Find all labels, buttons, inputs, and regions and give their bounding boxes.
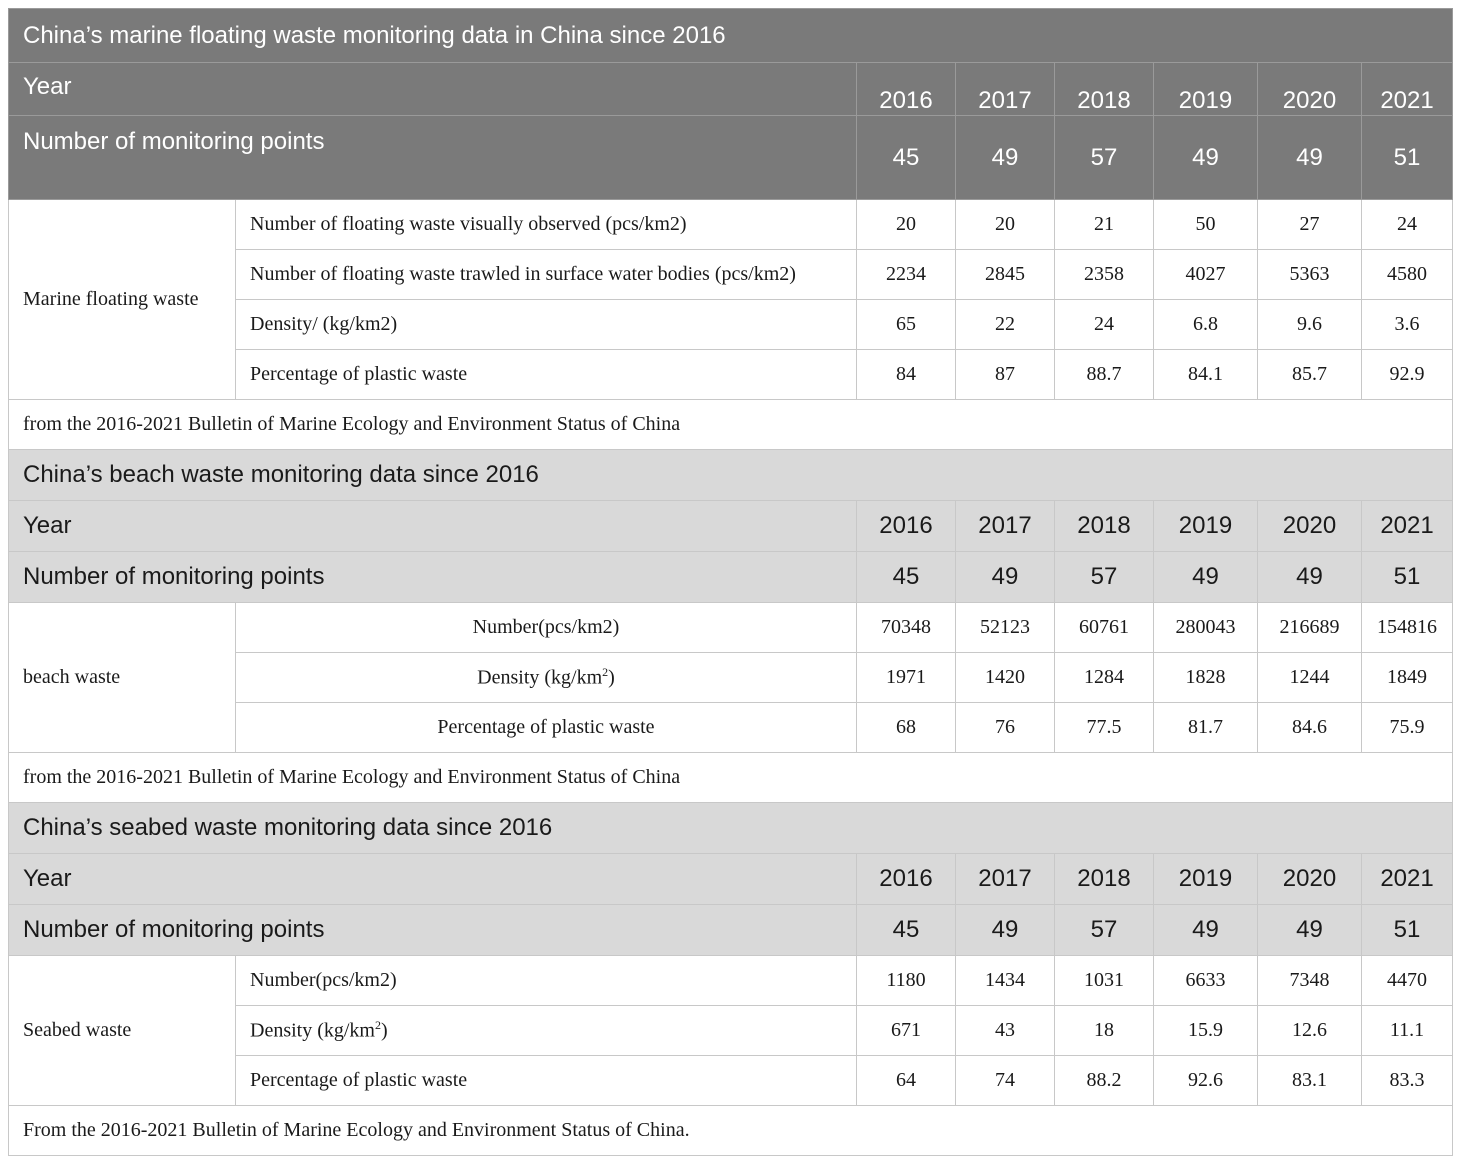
row-label: Number(pcs/km2) bbox=[236, 603, 857, 653]
value-cell: 4027 bbox=[1154, 250, 1258, 300]
year-cell: 2020 bbox=[1258, 63, 1362, 116]
year-cell: 2017 bbox=[956, 63, 1055, 116]
section-title: China’s beach waste monitoring data since 2016 bbox=[9, 450, 1453, 501]
value-cell: 12.6 bbox=[1258, 1006, 1362, 1056]
points-cell: 49 bbox=[1258, 905, 1362, 956]
monitoring-points-label: Number of monitoring points bbox=[9, 552, 857, 603]
points-cell: 49 bbox=[1154, 552, 1258, 603]
value-cell: 1284 bbox=[1055, 653, 1154, 703]
source-note: From the 2016-2021 Bulletin of Marine Ecology and Environment Status of China. bbox=[9, 1106, 1453, 1156]
value-cell: 1180 bbox=[857, 956, 956, 1006]
year-cell: 2021 bbox=[1362, 501, 1453, 552]
points-cell: 45 bbox=[857, 905, 956, 956]
points-cell: 45 bbox=[857, 116, 956, 200]
points-cell: 57 bbox=[1055, 905, 1154, 956]
row-label-text: Density (kg/km bbox=[477, 666, 603, 689]
year-label: Year bbox=[9, 854, 857, 905]
value-cell: 92.9 bbox=[1362, 350, 1453, 400]
value-cell: 43 bbox=[956, 1006, 1055, 1056]
monitoring-points-label: Number of monitoring points bbox=[9, 905, 857, 956]
row-label-tail: ) bbox=[608, 666, 615, 689]
value-cell: 88.2 bbox=[1055, 1056, 1154, 1106]
value-cell: 2845 bbox=[956, 250, 1055, 300]
value-cell: 83.1 bbox=[1258, 1056, 1362, 1106]
points-cell: 49 bbox=[1154, 905, 1258, 956]
value-cell: 75.9 bbox=[1362, 703, 1453, 753]
value-cell: 68 bbox=[857, 703, 956, 753]
value-cell: 154816 bbox=[1362, 603, 1453, 653]
value-cell: 4470 bbox=[1362, 956, 1453, 1006]
value-cell: 84 bbox=[857, 350, 956, 400]
marine-waste-table bbox=[8, 8, 1453, 1156]
section-title: China’s marine floating waste monitoring data in China since 2016 bbox=[9, 9, 1453, 63]
value-cell: 88.7 bbox=[1055, 350, 1154, 400]
value-cell: 74 bbox=[956, 1056, 1055, 1106]
monitoring-points-row bbox=[9, 116, 1453, 200]
value-cell: 6.8 bbox=[1154, 300, 1258, 350]
row-label-tail: ) bbox=[381, 1019, 388, 1042]
source-note: from the 2016-2021 Bulletin of Marine Ecology and Environment Status of China bbox=[9, 753, 1453, 803]
value-cell: 216689 bbox=[1258, 603, 1362, 653]
year-cell: 2018 bbox=[1055, 501, 1154, 552]
year-cell: 2020 bbox=[1258, 501, 1362, 552]
year-cell: 2019 bbox=[1154, 501, 1258, 552]
row-label: Density/ (kg/km2) bbox=[236, 300, 857, 350]
year-cell: 2017 bbox=[956, 854, 1055, 905]
year-row bbox=[9, 501, 1453, 552]
value-cell: 81.7 bbox=[1154, 703, 1258, 753]
points-cell: 57 bbox=[1055, 552, 1154, 603]
year-cell: 2018 bbox=[1055, 63, 1154, 116]
value-cell: 6633 bbox=[1154, 956, 1258, 1006]
year-cell: 2021 bbox=[1362, 63, 1453, 116]
year-label: Year bbox=[9, 501, 857, 552]
table-row bbox=[9, 200, 1453, 250]
value-cell: 1244 bbox=[1258, 653, 1362, 703]
source-row bbox=[9, 400, 1453, 450]
points-cell: 49 bbox=[956, 116, 1055, 200]
value-cell: 3.6 bbox=[1362, 300, 1453, 350]
value-cell: 15.9 bbox=[1154, 1006, 1258, 1056]
value-cell: 24 bbox=[1055, 300, 1154, 350]
value-cell: 2358 bbox=[1055, 250, 1154, 300]
value-cell: 84.1 bbox=[1154, 350, 1258, 400]
points-cell: 49 bbox=[1258, 552, 1362, 603]
value-cell: 4580 bbox=[1362, 250, 1453, 300]
points-cell: 57 bbox=[1055, 116, 1154, 200]
value-cell: 20 bbox=[857, 200, 956, 250]
value-cell: 83.3 bbox=[1362, 1056, 1453, 1106]
superscript: 2 bbox=[375, 1018, 381, 1033]
value-cell: 27 bbox=[1258, 200, 1362, 250]
data-table-container bbox=[8, 8, 1452, 1156]
value-cell: 50 bbox=[1154, 200, 1258, 250]
source-row bbox=[9, 1106, 1453, 1156]
value-cell: 22 bbox=[956, 300, 1055, 350]
section-title-row bbox=[9, 450, 1453, 501]
row-label: Number(pcs/km2) bbox=[236, 956, 857, 1006]
superscript: 2 bbox=[602, 665, 609, 680]
year-cell: 2017 bbox=[956, 501, 1055, 552]
year-label: Year bbox=[9, 63, 857, 116]
value-cell: 24 bbox=[1362, 200, 1453, 250]
value-cell: 60761 bbox=[1055, 603, 1154, 653]
table-row bbox=[9, 956, 1453, 1006]
value-cell: 280043 bbox=[1154, 603, 1258, 653]
row-label: Percentage of plastic waste bbox=[236, 350, 857, 400]
value-cell: 84.6 bbox=[1258, 703, 1362, 753]
points-cell: 51 bbox=[1362, 905, 1453, 956]
points-cell: 49 bbox=[956, 552, 1055, 603]
section-title: China’s seabed waste monitoring data since 2016 bbox=[9, 803, 1453, 854]
row-label: Number of floating waste trawled in surface water bodies (pcs/km2) bbox=[236, 250, 857, 300]
source-row bbox=[9, 753, 1453, 803]
value-cell: 7348 bbox=[1258, 956, 1362, 1006]
value-cell: 18 bbox=[1055, 1006, 1154, 1056]
value-cell: 64 bbox=[857, 1056, 956, 1106]
value-cell: 1849 bbox=[1362, 653, 1453, 703]
value-cell: 77.5 bbox=[1055, 703, 1154, 753]
monitoring-points-row bbox=[9, 905, 1453, 956]
monitoring-points-label: Number of monitoring points bbox=[9, 116, 857, 200]
value-cell: 1031 bbox=[1055, 956, 1154, 1006]
value-cell: 76 bbox=[956, 703, 1055, 753]
year-cell: 2021 bbox=[1362, 854, 1453, 905]
group-label: Marine floating waste bbox=[9, 200, 236, 400]
value-cell: 52123 bbox=[956, 603, 1055, 653]
year-row bbox=[9, 854, 1453, 905]
row-label: Percentage of plastic waste bbox=[236, 703, 857, 753]
value-cell: 1434 bbox=[956, 956, 1055, 1006]
group-label: Seabed waste bbox=[9, 956, 236, 1106]
year-cell: 2019 bbox=[1154, 854, 1258, 905]
points-cell: 49 bbox=[1154, 116, 1258, 200]
value-cell: 1828 bbox=[1154, 653, 1258, 703]
year-cell: 2019 bbox=[1154, 63, 1258, 116]
value-cell: 671 bbox=[857, 1006, 956, 1056]
section-title-row bbox=[9, 803, 1453, 854]
row-label bbox=[236, 653, 857, 703]
value-cell: 70348 bbox=[857, 603, 956, 653]
year-cell: 2016 bbox=[857, 63, 956, 116]
monitoring-points-row bbox=[9, 552, 1453, 603]
group-label: beach waste bbox=[9, 603, 236, 753]
value-cell: 1420 bbox=[956, 653, 1055, 703]
year-cell: 2016 bbox=[857, 501, 956, 552]
row-label: Percentage of plastic waste bbox=[236, 1056, 857, 1106]
value-cell: 1971 bbox=[857, 653, 956, 703]
value-cell: 21 bbox=[1055, 200, 1154, 250]
points-cell: 49 bbox=[1258, 116, 1362, 200]
table-row bbox=[9, 603, 1453, 653]
value-cell: 5363 bbox=[1258, 250, 1362, 300]
year-cell: 2020 bbox=[1258, 854, 1362, 905]
year-row bbox=[9, 63, 1453, 116]
value-cell: 11.1 bbox=[1362, 1006, 1453, 1056]
value-cell: 85.7 bbox=[1258, 350, 1362, 400]
row-label-text: Density (kg/km bbox=[250, 1019, 375, 1042]
source-note: from the 2016-2021 Bulletin of Marine Ecology and Environment Status of China bbox=[9, 400, 1453, 450]
points-cell: 49 bbox=[956, 905, 1055, 956]
row-label: Number of floating waste visually observed (pcs/km2) bbox=[236, 200, 857, 250]
row-label bbox=[236, 1006, 857, 1056]
year-cell: 2018 bbox=[1055, 854, 1154, 905]
value-cell: 87 bbox=[956, 350, 1055, 400]
points-cell: 45 bbox=[857, 552, 956, 603]
value-cell: 9.6 bbox=[1258, 300, 1362, 350]
year-cell: 2016 bbox=[857, 854, 956, 905]
points-cell: 51 bbox=[1362, 552, 1453, 603]
value-cell: 2234 bbox=[857, 250, 956, 300]
value-cell: 92.6 bbox=[1154, 1056, 1258, 1106]
section-title-row bbox=[9, 9, 1453, 63]
value-cell: 20 bbox=[956, 200, 1055, 250]
points-cell: 51 bbox=[1362, 116, 1453, 200]
value-cell: 65 bbox=[857, 300, 956, 350]
